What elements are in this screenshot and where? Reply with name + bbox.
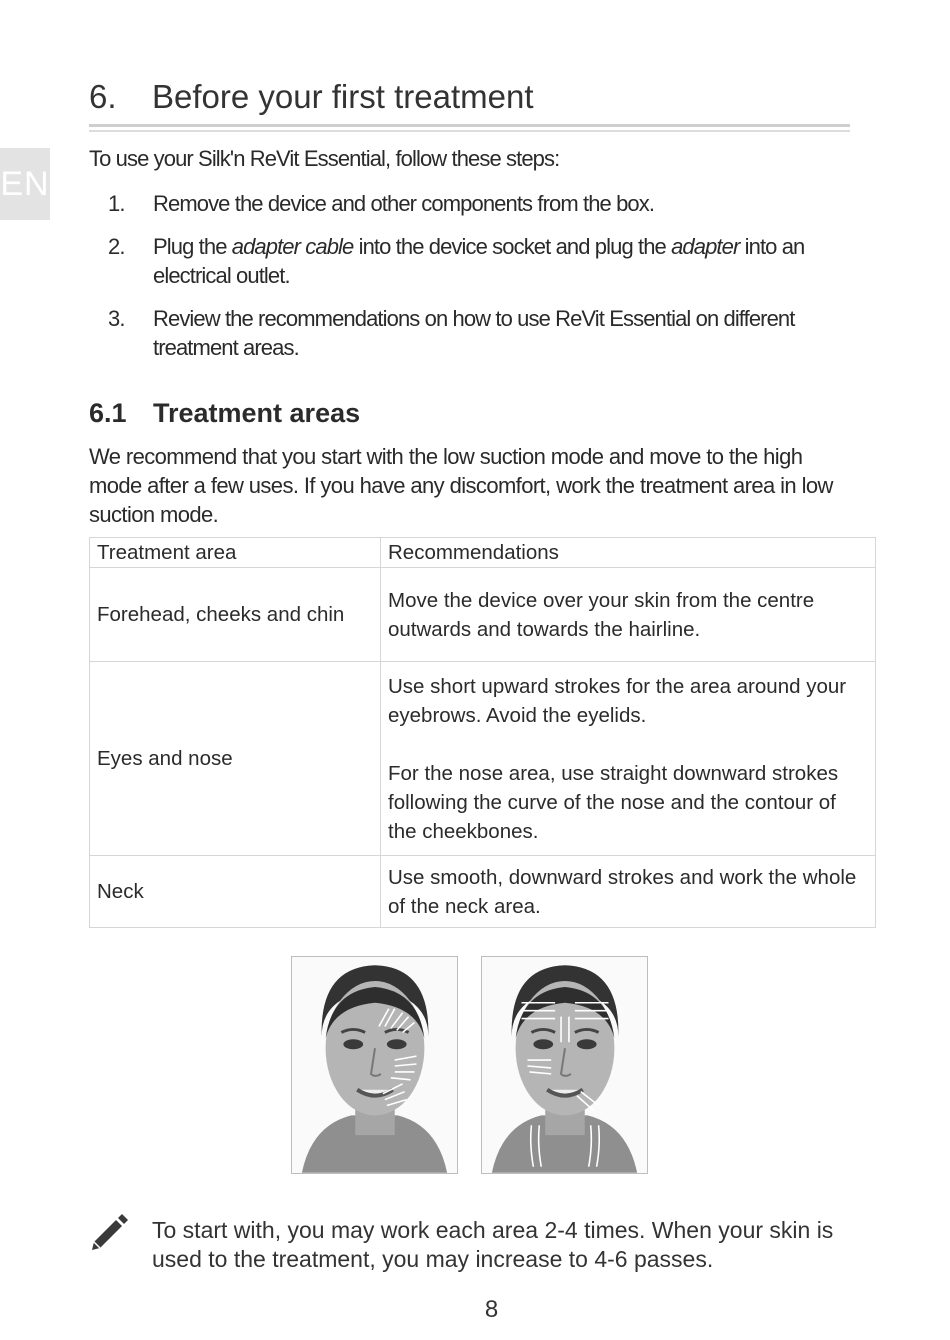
step-item	[100, 304, 860, 362]
language-tab: EN	[0, 148, 50, 220]
step-number: 3.	[108, 306, 125, 331]
intro-text: To use your Silk'n ReVit Essential, follow these steps:	[89, 146, 560, 171]
step-text-part: Plug the	[153, 234, 232, 259]
table-cell-area: Neck	[90, 856, 381, 928]
step-item	[100, 232, 860, 290]
note-text: To start with, you may work each area 2-4 times. When your skin is used to the treatment, you may increase to 4-6 passes.	[152, 1217, 834, 1272]
table-cell-area: Forehead, cheeks and chin	[90, 568, 381, 662]
table-cell-recommendation	[381, 568, 876, 662]
table-header-row	[90, 538, 876, 568]
section-number: 6.	[89, 78, 117, 115]
step-number: 1.	[108, 191, 125, 216]
title-divider	[89, 124, 850, 127]
face-illustration-cheeks	[291, 956, 458, 1174]
step-text	[153, 232, 860, 290]
step-text: Review the recommendations on how to use ReVit Essential on different treatment areas.	[153, 306, 795, 360]
section-title-text: Before your first treatment	[152, 78, 534, 115]
table-cell-recommendation	[381, 662, 876, 856]
table-row	[90, 856, 876, 928]
subsection-title-text: Treatment areas	[153, 398, 361, 428]
face-photo-right	[482, 957, 647, 1173]
step-text-part: into the device socket and plug the	[353, 234, 672, 259]
face-illustration-eyes-neck	[481, 956, 648, 1174]
recommendation-text: Use smooth, downward strokes and work the whole of the neck area.	[388, 865, 857, 918]
table-cell-recommendation	[381, 856, 876, 928]
recommendation-text: Use short upward strokes for the area around your eyebrows. Avoid the eyelids.	[388, 674, 847, 727]
subsection-title	[89, 398, 360, 429]
recommendation-text: For the nose area, use straight downward strokes following the curve of the nose and the contour of the cheekbones.	[388, 761, 839, 843]
table-header-area: Treatment area	[90, 538, 381, 568]
step-text: Remove the device and other components from the box.	[153, 191, 655, 216]
treatment-table	[89, 537, 876, 928]
table-row	[90, 662, 876, 856]
section-title	[89, 78, 533, 116]
step-emphasis: adapter cable	[231, 234, 354, 259]
pencil-icon	[88, 1208, 132, 1252]
steps-list	[100, 189, 860, 376]
table-row	[90, 568, 876, 662]
title-divider-secondary	[89, 130, 850, 132]
table-cell-area: Eyes and nose	[90, 662, 381, 856]
page-number: 8	[484, 1296, 499, 1323]
face-photo-left	[292, 957, 457, 1173]
recommendation-paragraph: We recommend that you start with the low suction mode and move to the high mode after a few uses. If you have any discomfort, work the treatment area in low suction mode.	[89, 444, 833, 527]
subsection-number: 6.1	[89, 398, 127, 428]
step-number: 2.	[108, 234, 125, 259]
paragraph-gap	[388, 730, 868, 759]
step-emphasis: adapter	[671, 234, 740, 259]
step-item	[100, 189, 860, 218]
step-text-part: into an electrical outlet.	[153, 234, 805, 288]
table-header-recommendations: Recommendations	[381, 538, 876, 568]
recommendation-text: Move the device over your skin from the centre outwards and towards the hairline.	[388, 588, 815, 641]
